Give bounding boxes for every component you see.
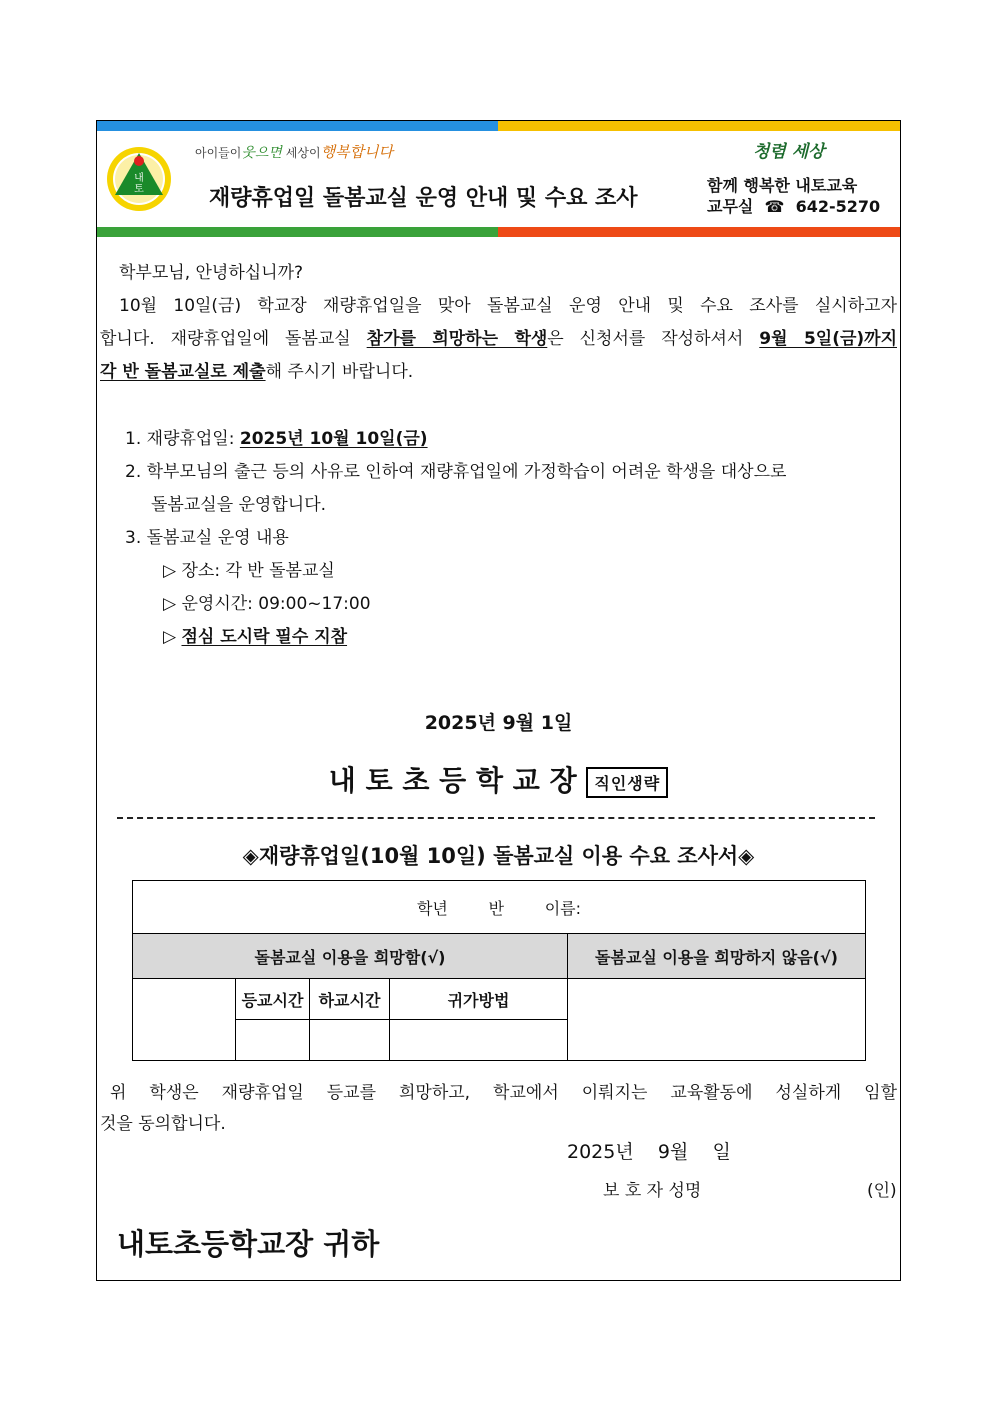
item-1: 1. 재량휴업일: 2025년 10월 10일(금) bbox=[125, 429, 428, 449]
school-logo-icon bbox=[105, 139, 173, 219]
arrive-time-input[interactable] bbox=[236, 1020, 310, 1061]
header-want-care: 돌봄교실 이용을 희망함(√) bbox=[133, 934, 568, 979]
principal-line bbox=[97, 759, 900, 799]
svg-text:내: 내 bbox=[134, 173, 144, 184]
sub-header-return: 귀가방법 bbox=[390, 979, 568, 1020]
page-title: 재량휴업일 돌봄교실 운영 안내 및 수요 조사 bbox=[209, 186, 638, 211]
survey-table bbox=[132, 880, 866, 1061]
check-want-care-cell[interactable] bbox=[133, 979, 236, 1061]
intro-line-2: 합니다. 재량휴업일에 돌봄교실 참가를 희망하는 학생은 신청서를 작성하셔서 9월 5일(금)까지 bbox=[100, 329, 897, 349]
document-frame bbox=[96, 120, 901, 1281]
phone-icon: ☎ bbox=[758, 197, 791, 216]
return-method-input[interactable] bbox=[390, 1020, 568, 1061]
sub-item-place: ▷ 장소: 각 반 돌봄교실 bbox=[163, 561, 335, 581]
leave-time-input[interactable] bbox=[310, 1020, 390, 1061]
brand-mark: 청렴 세상 bbox=[753, 142, 825, 162]
intro-line-3: 각 반 돌봄교실로 제출해 주시기 바랍니다. bbox=[100, 362, 414, 382]
motto-text: 함께 행복한 내토교육 bbox=[707, 176, 858, 195]
phone-number: 642-5270 bbox=[795, 197, 881, 216]
consent-date: 2025년 9월 일 bbox=[567, 1141, 731, 1163]
principal-name: 내 토 초 등 학 교 장 bbox=[328, 764, 577, 797]
header-no-care: 돌봄교실 이용을 희망하지 않음(√) bbox=[568, 934, 866, 979]
item-2-line-2: 돌봄교실을 운영합니다. bbox=[151, 495, 327, 515]
seal-mark: (인) bbox=[867, 1181, 897, 1201]
survey-title: ◈재량휴업일(10월 10일) 돌봄교실 이용 수요 조사서◈ bbox=[242, 844, 755, 868]
svg-text:토: 토 bbox=[134, 184, 144, 195]
greeting: 학부모님, 안녕하십니까? bbox=[119, 263, 304, 283]
issue-date: 2025년 9월 1일 bbox=[424, 712, 573, 734]
sub-header-arrive: 등교시간 bbox=[236, 979, 310, 1020]
check-no-care-cell[interactable] bbox=[568, 979, 866, 1061]
bottom-color-bar bbox=[97, 227, 900, 237]
motto-block bbox=[707, 175, 880, 217]
sub-item-hours: ▷ 운영시간: 09:00~17:00 bbox=[163, 594, 371, 614]
cut-line bbox=[117, 817, 875, 819]
consent-line-2: 것을 동의합니다. bbox=[100, 1114, 226, 1134]
sub-item-lunch: ▷ 점심 도시락 필수 지참 bbox=[163, 627, 348, 647]
student-info-row[interactable]: 학년 반 이름: bbox=[133, 881, 866, 934]
intro-line-1: 10월 10일(금) 학교장 재량휴업일을 맞아 돌봄교실 운영 안내 및 수요 조사를 실시하고자 bbox=[119, 296, 897, 316]
item-3: 3. 돌봄교실 운영 내용 bbox=[125, 528, 289, 548]
school-slogan: 아이들이웃으면 세상이행복합니다 bbox=[195, 143, 394, 161]
item-2-line-1: 2. 학부모님의 출근 등의 사유로 인하여 재량휴업일에 가정학습이 어려운 학생을 대상으로 bbox=[125, 462, 787, 482]
seal-omitted-stamp: 직인생략 bbox=[586, 767, 668, 798]
guardian-label: 보 호 자 성명 bbox=[603, 1181, 702, 1201]
top-color-bar bbox=[97, 121, 900, 131]
addressee: 내토초등학교장 귀하 bbox=[117, 1227, 380, 1261]
consent-line-1: 위 학생은 재량휴업일 등교를 희망하고, 학교에서 이뤄지는 교육활동에 성실하게 임할 bbox=[110, 1083, 897, 1103]
office-label: 교무실 bbox=[707, 197, 754, 216]
sub-header-leave: 하교시간 bbox=[310, 979, 390, 1020]
